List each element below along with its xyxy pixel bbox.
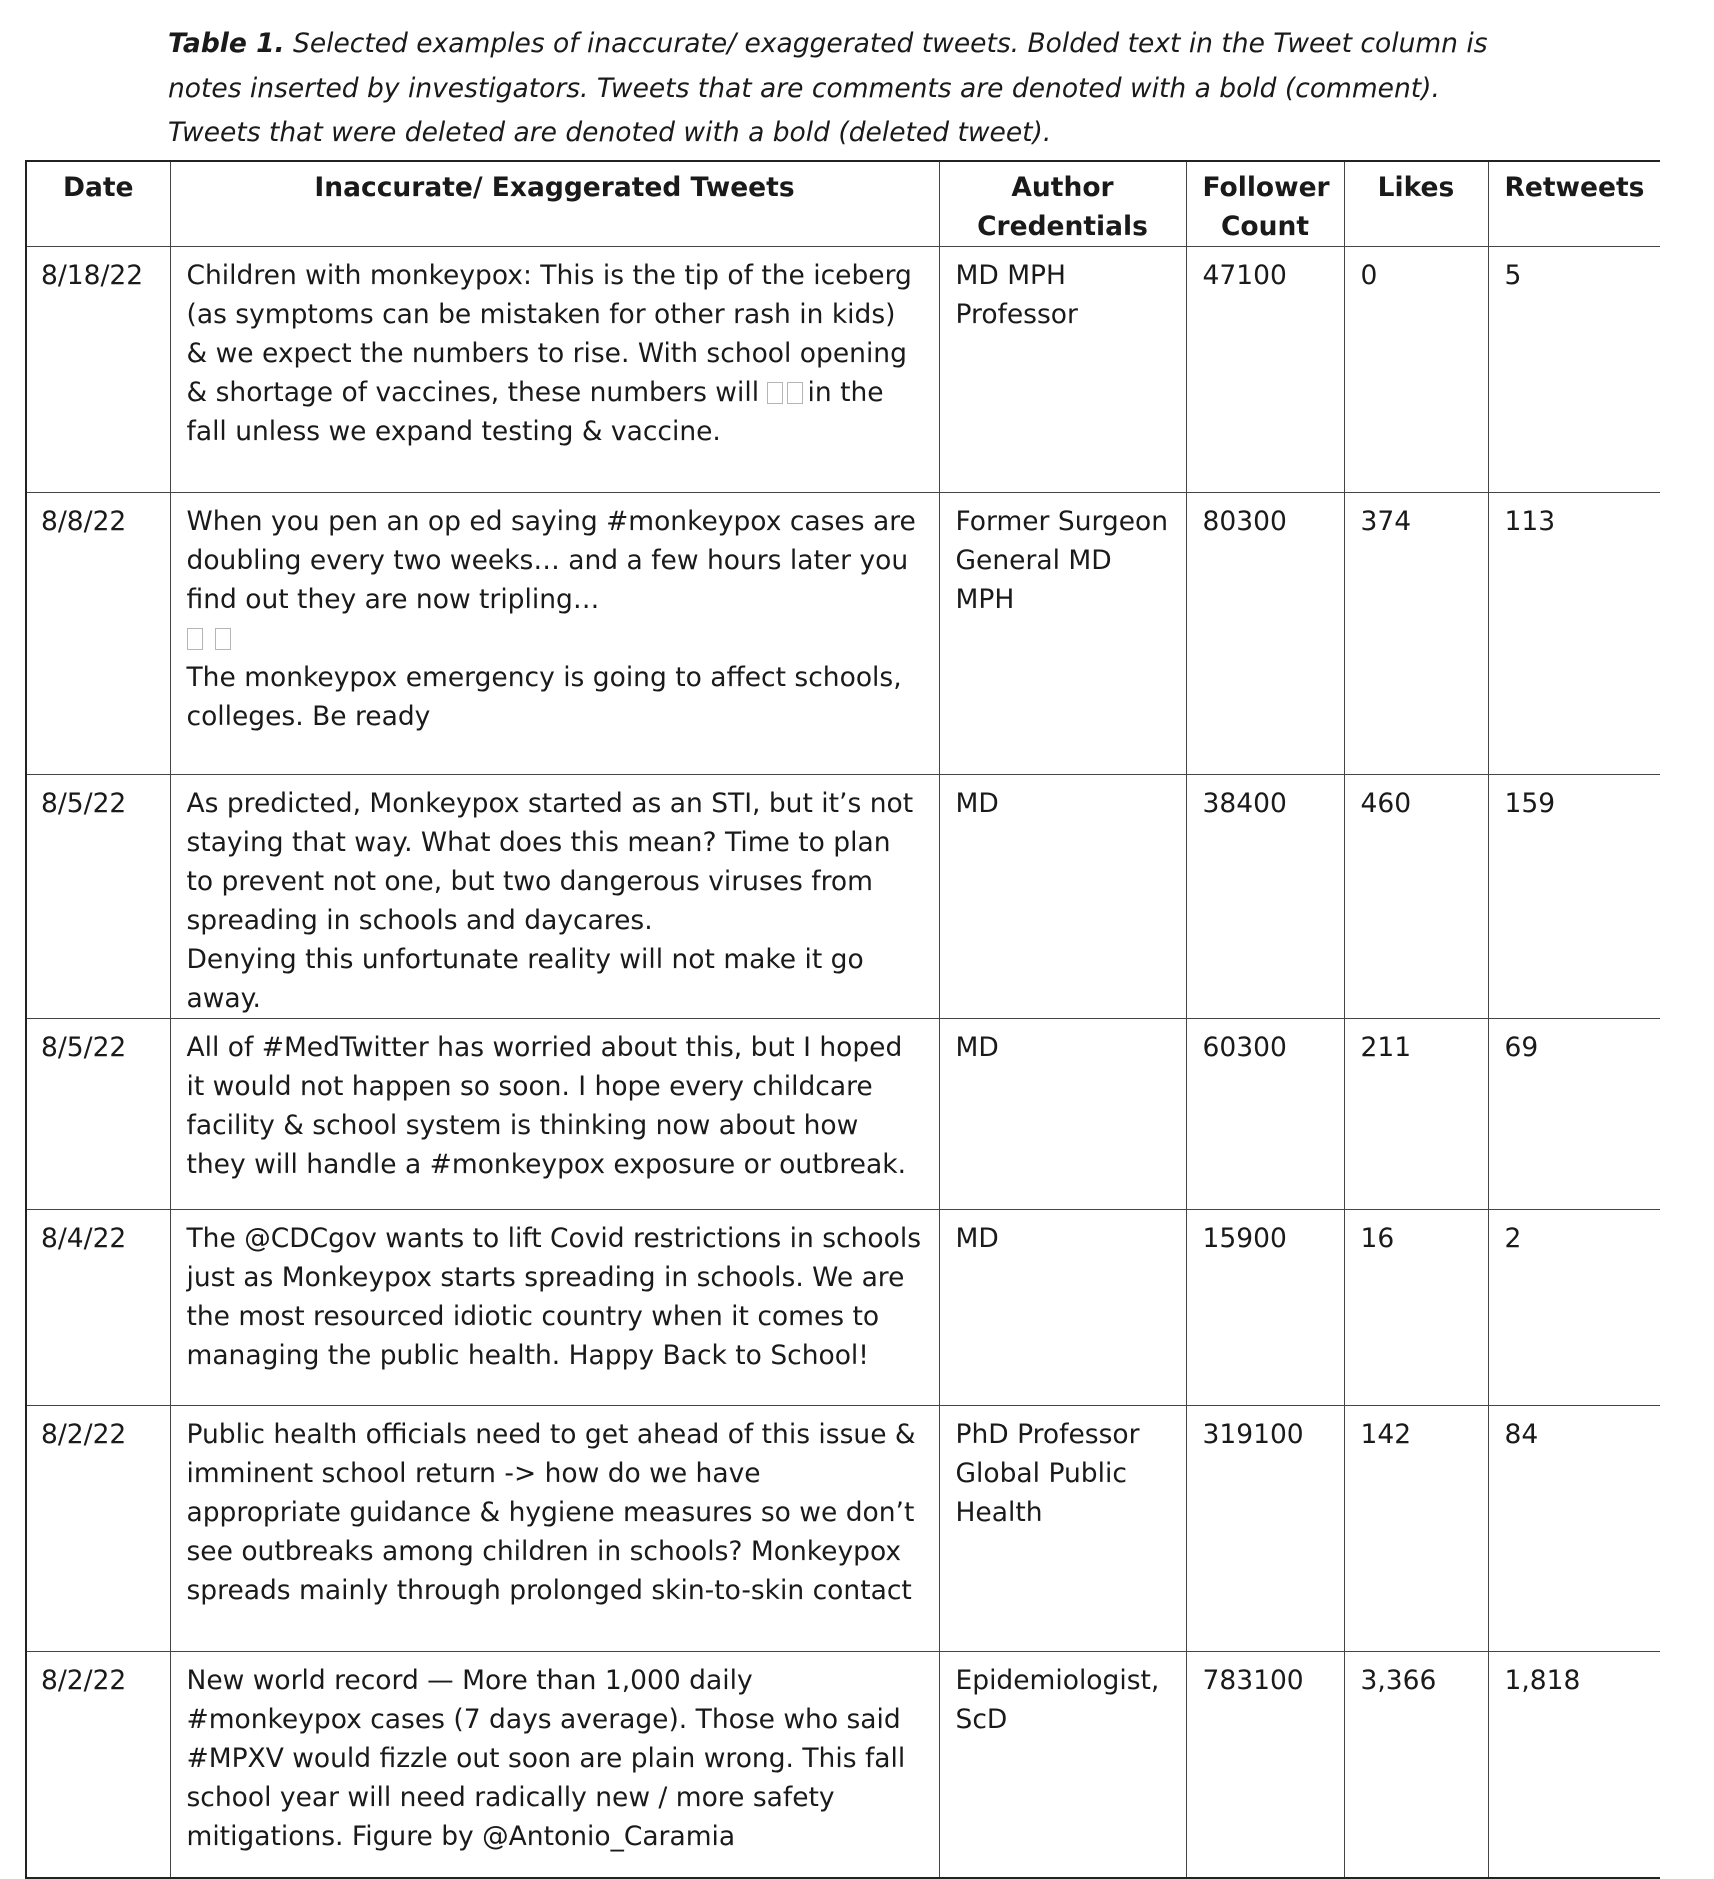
date-cell: 8/18/22 xyxy=(26,247,170,493)
table-row xyxy=(26,1019,1660,1210)
date-cell: 8/5/22 xyxy=(26,775,170,1019)
missing-emoji-glyph-icon xyxy=(787,382,803,404)
likes-cell: 3,366 xyxy=(1344,1652,1488,1878)
date-cell: 8/8/22 xyxy=(26,493,170,775)
date-cell: 8/2/22 xyxy=(26,1406,170,1652)
tweet-text: Children with monkeypox: This is the tip of the iceberg (as symptoms can be mistaken for other rash in kids) & we expect the numbers to rise. With school opening & shortage of vaccines, these numbers will xyxy=(186,260,912,408)
missing-emoji-glyph-icon xyxy=(187,628,203,650)
tweet-cell xyxy=(170,1652,939,1878)
tweet-cell xyxy=(170,1019,939,1210)
tweet-cell xyxy=(170,493,939,775)
table-row xyxy=(26,247,1660,493)
author-cell: Former Surgeon General MD MPH xyxy=(939,493,1186,775)
caption-text: Selected examples of inaccurate/ exaggerated tweets. Bolded text in the Tweet column is notes inserted by investigators. Tweets that are comments are denoted with a bold (comment). Tweets that were deleted are denoted with a bold (deleted tweet). xyxy=(168,28,1488,148)
date-cell: 8/4/22 xyxy=(26,1210,170,1406)
tweets-table xyxy=(25,160,1660,1879)
tweet-cell xyxy=(170,247,939,493)
tweet-text-continued: The monkeypox emergency is going to affect schools, colleges. Be ready xyxy=(186,662,902,732)
likes-cell: 142 xyxy=(1344,1406,1488,1652)
retweets-cell: 1,818 xyxy=(1488,1652,1660,1878)
table-row xyxy=(26,775,1660,1019)
header-author-credentials: Author Credentials xyxy=(939,161,1186,247)
retweets-cell: 2 xyxy=(1488,1210,1660,1406)
followers-cell: 783100 xyxy=(1186,1652,1344,1878)
likes-cell: 16 xyxy=(1344,1210,1488,1406)
followers-cell: 15900 xyxy=(1186,1210,1344,1406)
header-row xyxy=(26,161,1660,247)
tweet-cell xyxy=(170,775,939,1019)
likes-cell: 374 xyxy=(1344,493,1488,775)
likes-cell: 0 xyxy=(1344,247,1488,493)
missing-emoji-glyph-icon xyxy=(215,628,231,650)
retweets-cell: 84 xyxy=(1488,1406,1660,1652)
followers-cell: 80300 xyxy=(1186,493,1344,775)
retweets-cell: 113 xyxy=(1488,493,1660,775)
likes-cell: 460 xyxy=(1344,775,1488,1019)
header-tweets: Inaccurate/ Exaggerated Tweets xyxy=(170,161,939,247)
retweets-cell: 5 xyxy=(1488,247,1660,493)
followers-cell: 38400 xyxy=(1186,775,1344,1019)
header-retweets: Retweets xyxy=(1488,161,1660,247)
author-cell: MD xyxy=(939,1210,1186,1406)
emoji-line xyxy=(187,619,923,658)
date-cell: 8/5/22 xyxy=(26,1019,170,1210)
header-date: Date xyxy=(26,161,170,247)
table-row xyxy=(26,1652,1660,1878)
caption-label: Table 1. xyxy=(168,28,285,59)
followers-cell: 60300 xyxy=(1186,1019,1344,1210)
tweet-text: All of #MedTwitter has worried about this, but I hoped it would not happen so soon. I hope every childcare facility & school system is thinking now about how they will handle a #monkeypox exposure or outbreak. xyxy=(186,1032,906,1180)
author-cell: MD xyxy=(939,775,1186,1019)
retweets-cell: 69 xyxy=(1488,1019,1660,1210)
header-follower-count: Follower Count xyxy=(1186,161,1344,247)
retweets-cell: 159 xyxy=(1488,775,1660,1019)
missing-emoji-glyph-icon xyxy=(767,382,783,404)
tweet-text: When you pen an op ed saying #monkeypox cases are doubling every two weeks… and a few hours later you find out they are now tripling… xyxy=(186,506,916,615)
date-cell: 8/2/22 xyxy=(26,1652,170,1878)
tweet-text: Public health officials need to get ahead of this issue & imminent school return -> how do we have appropriate guidance & hygiene measures so we don’t see outbreaks among children in schools? Monkeypox spreads mainly through prolonged skin-to-skin contact xyxy=(186,1419,916,1606)
tweet-text: As predicted, Monkeypox started as an STI, but it’s not staying that way. What does this mean? Time to plan to prevent not one, but two dangerous viruses from spreading in schools and daycares. Denying this unfortunate reality will not make it go away. xyxy=(186,788,914,1014)
tweet-cell xyxy=(170,1406,939,1652)
tweet-text-continued: in the fall unless we expand testing & vaccine. xyxy=(186,377,884,447)
followers-cell: 319100 xyxy=(1186,1406,1344,1652)
author-cell: Epidemiologist, ScD xyxy=(939,1652,1186,1878)
author-cell: PhD Professor Global Public Health xyxy=(939,1406,1186,1652)
author-cell: MD MPH Professor xyxy=(939,247,1186,493)
table-row xyxy=(26,1210,1660,1406)
table-caption xyxy=(168,22,1518,156)
table-row xyxy=(26,493,1660,775)
tweet-cell xyxy=(170,1210,939,1406)
table-row xyxy=(26,1406,1660,1652)
tweet-text: New world record — More than 1,000 daily #monkeypox cases (7 days average). Those who said #MPXV would fizzle out soon are plain wrong. This fall school year will need radically new / more safety mitigations. Figure by @Antonio_Caramia xyxy=(186,1665,906,1852)
followers-cell: 47100 xyxy=(1186,247,1344,493)
likes-cell: 211 xyxy=(1344,1019,1488,1210)
author-cell: MD xyxy=(939,1019,1186,1210)
tweet-text: The @CDCgov wants to lift Covid restrictions in schools just as Monkeypox starts spreading in schools. We are the most resourced idiotic country when it comes to managing the public health. Happy Back to School! xyxy=(186,1223,922,1371)
header-likes: Likes xyxy=(1344,161,1488,247)
